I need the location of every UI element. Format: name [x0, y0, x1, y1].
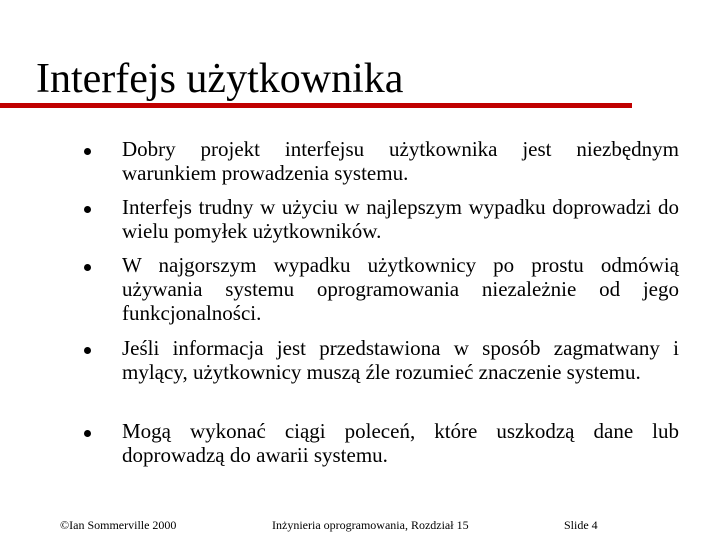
footer-copyright: ©Ian Sommerville 2000 — [60, 518, 177, 532]
bullet-dot-icon — [84, 264, 91, 271]
bullet-dot-icon — [84, 347, 91, 354]
bullet-text: W najgorszym wypadku użytkownicy po prostu odmówią używania systemu oprogramowania niezależnie od jego funkcjonalności. — [122, 253, 679, 325]
footer-slide-number: Slide 4 — [564, 518, 598, 532]
bullet-text: Jeśli informacja jest przedstawiona w sposób zagmatwany i mylący, użytkownicy muszą źle rozumieć znaczenie systemu. — [122, 336, 679, 384]
slide-title: Interfejs użytkownika — [36, 56, 404, 102]
bullet-text: Interfejs trudny w użyciu w najlepszym wypadku doprowadzi do wielu pomyłek użytkowników. — [122, 195, 679, 243]
bullet-dot-icon — [84, 430, 91, 437]
title-underline — [0, 103, 632, 108]
bullet-dot-icon — [84, 206, 91, 213]
bullet-text: Dobry projekt interfejsu użytkownika jest niezbędnym warunkiem prowadzenia systemu. — [122, 137, 679, 185]
bullet-dot-icon — [84, 148, 91, 155]
bullet-text: Mogą wykonać ciągi poleceń, które uszkodzą dane lub doprowadzą do awarii systemu. — [122, 419, 679, 467]
footer-course-title: Inżynieria oprogramowania, Rozdział 15 — [272, 518, 469, 532]
